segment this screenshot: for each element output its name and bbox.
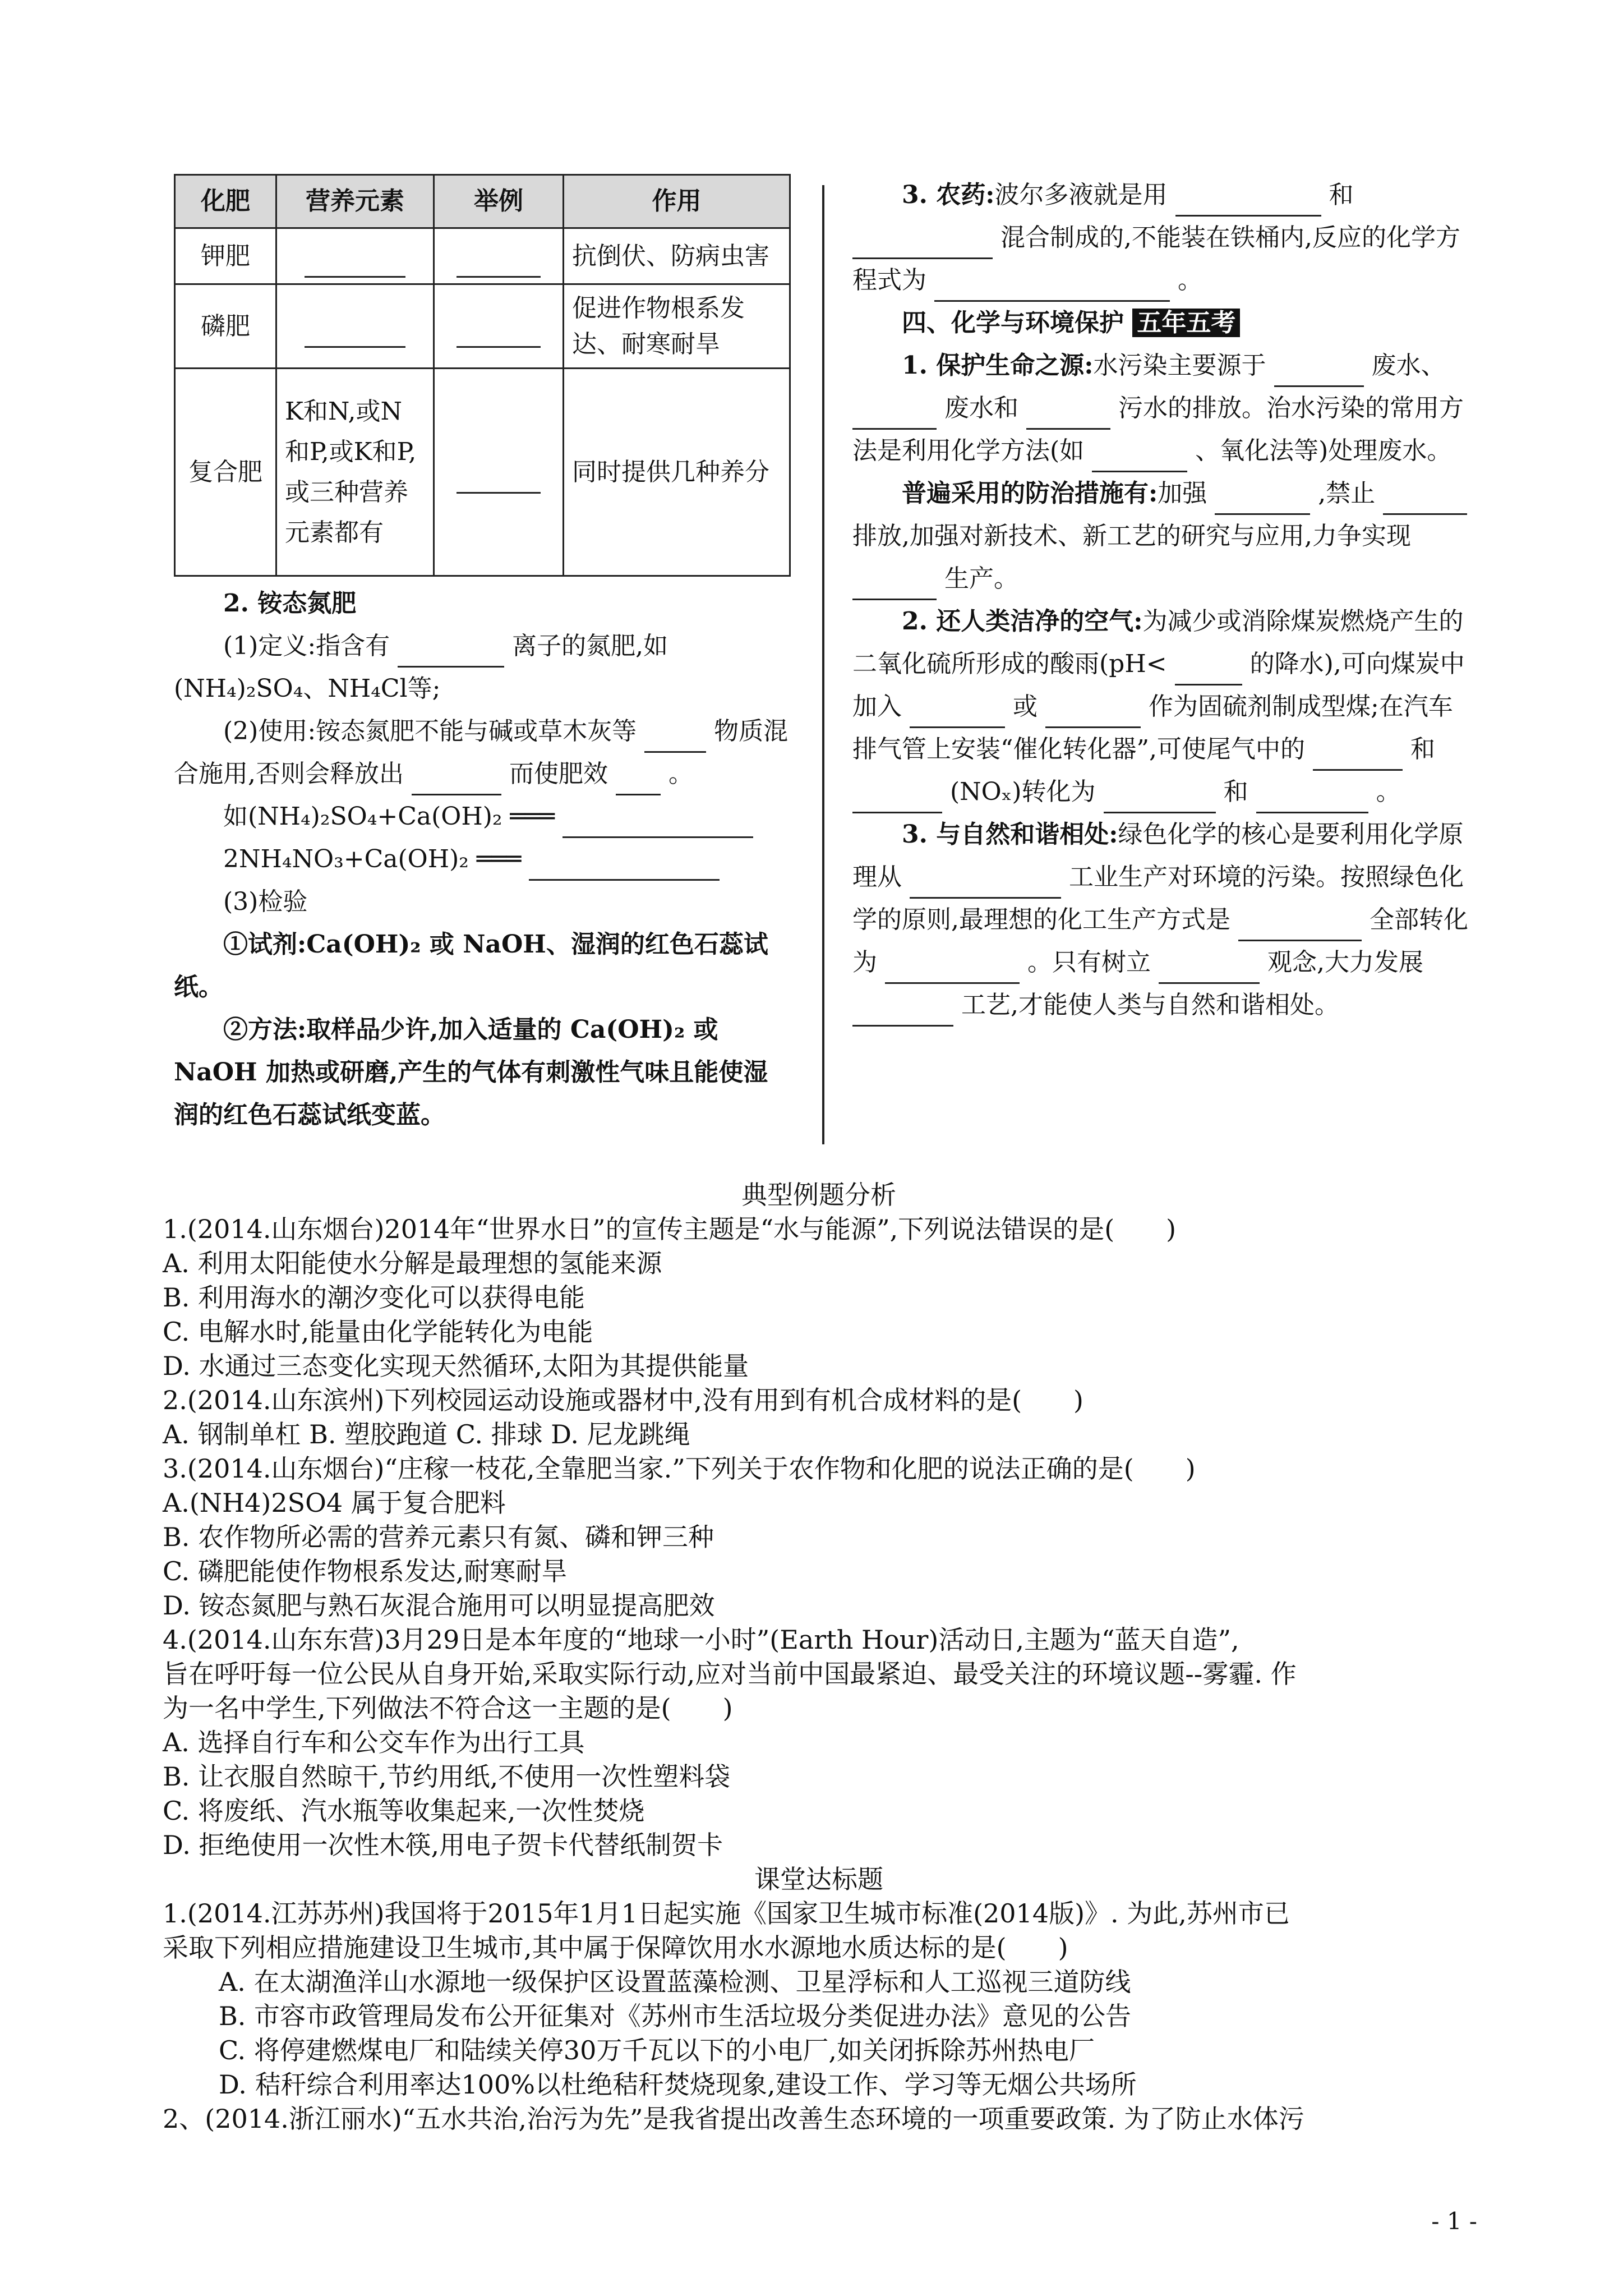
fill-blank [910,702,1005,728]
item-label: 2. 还人类洁净的空气: [902,607,1143,636]
list-item: A.(NH4)2SO4 属于复合肥料 [163,1488,506,1518]
list-item: C. 电解水时,能量由化学能转化为电能 [163,1317,593,1347]
table-cell: 抗倒伏、防病虫害 [564,228,790,284]
fill-blank [457,251,541,278]
fill-blank [1104,787,1216,813]
text-fragment: 全部转化为 [852,905,1468,977]
table-cell: 复合肥 [175,369,276,576]
reagent-text: ①试剂:Ca(OH)₂ 或 NaOH、湿润的红色石蕊试纸。 [174,930,768,1001]
fill-blank [1092,446,1187,472]
table-cell [276,284,434,369]
text-fragment: 而使肥效 [509,760,608,788]
measures-text [852,472,1475,600]
definition-text [174,625,791,710]
text-fragment: 。 [1376,777,1401,806]
item-label: 普遍采用的防治措施有: [902,479,1158,508]
page-number: - 1 - [1431,2207,1477,2235]
list-item: D. 拒绝使用一次性木筷,用电子贺卡代替纸制贺卡 [163,1830,723,1860]
air-text [852,600,1475,813]
item-label: 3. 与自然和谐相处: [902,820,1118,849]
list-item: C. 将废纸、汽水瓶等收集起来,一次性焚烧 [163,1796,645,1826]
text-fragment: (NOₓ)转化为 [950,777,1096,806]
list-item: B. 利用海水的潮汐变化可以获得电能 [163,1282,585,1313]
list-item: 采取下列相应措施建设卫生城市,其中属于保障饮用水水源地水质达标的是( ) [163,1932,1068,1963]
fill-blank [1313,744,1403,771]
text-fragment: 为减少或消除煤炭燃烧产生的二氧化硫所形成的酸雨(pH< [852,607,1464,678]
table-cell [276,228,434,284]
list-item: A. 利用太阳能使水分解是最理想的氢能来源 [163,1248,662,1278]
text-fragment: 。 [668,760,693,788]
fill-blank [1026,403,1110,430]
fill-blank [852,787,942,813]
fill-blank [934,275,1170,302]
list-item: C. 磷肥能使作物根系发达,耐寒耐旱 [163,1556,568,1586]
list-item: A. 钢制单杠 B. 塑胶跑道 C. 排球 D. 尼龙跳绳 [163,1419,690,1450]
fill-blank [885,958,1020,984]
fill-blank [852,1000,953,1027]
table-cell: 同时提供几种养分 [564,369,790,576]
text-fragment: 。 [1178,266,1202,295]
exercise-list [163,1897,1475,2136]
text-fragment: 观念,大力发展 [1267,948,1423,977]
table-row [175,228,790,284]
text-fragment: 绿色化学的核心是要利用化学原理从 [852,820,1464,891]
fill-blank [1238,915,1362,941]
table-cell [434,284,564,369]
text-fragment: 污水的排放。治水污染的常用方法是利用化学方法(如 [852,394,1464,465]
equation-text: 如(NH₄)₂SO₄+Ca(OH)₂ ═══ [223,802,555,831]
fill-blank [529,854,720,881]
questions-section [163,1178,1475,2136]
fill-blank [910,872,1061,899]
example-list [163,1212,1475,1862]
text-fragment: 或 [1013,692,1038,721]
table-cell [434,228,564,284]
fill-blank [1045,702,1141,728]
text-fragment: 混合制成的,不能装在铁桶内,反应的化学方程式为 [852,223,1460,295]
list-item: A. 在太湖渔洋山水源地一级保护区设置蓝藻检测、卫星浮标和人工巡视三道防线 [219,1967,1131,1997]
check-heading: (3)检验 [223,887,308,916]
list-item: C. 将停建燃煤电厂和陆续关停30万千瓦以下的小电厂,如关闭拆除苏州热电厂 [219,2035,1095,2065]
list-item: 3.(2014.山东烟台)“庄稼一枝花,全靠肥当家.”下列关于农作物和化肥的说法正确的是( ) [163,1453,1196,1484]
fill-blank [1274,361,1364,387]
fill-blank [562,812,753,838]
item-label: 3. 农药: [902,181,995,209]
text-fragment: 离子的氮肥,如(NH₄)₂SO₄、NH₄Cl等; [174,632,668,703]
table-header-row [175,175,790,228]
text-fragment: 和 [1223,777,1248,806]
fill-blank [1175,190,1321,217]
text-fragment: 作为固硫剂制成型煤;在汽车排气管上安装“催化转化器”,可使尾气中的 [852,692,1453,763]
text-fragment: 废水和 [944,394,1018,422]
list-item: 1.(2014.山东烟台)2014年“世界水日”的宣传主题是“水与能源”,下列说法错误的是( ) [163,1214,1177,1244]
table-header: 举例 [434,175,564,228]
list-item: 为一名中学生,下列做法不符合这一主题的是( ) [163,1693,733,1723]
fill-blank [305,251,405,278]
list-item: 旨在呼吁每一位公民从自身开始,采取实际行动,应对当前中国最紧迫、最受关注的环境议题--雾霾. 作 [163,1659,1297,1689]
text-fragment: 废水、 [1371,351,1446,380]
fill-blank [305,321,405,348]
water-text [852,344,1475,472]
fill-blank [457,321,541,348]
table-header: 化肥 [175,175,276,228]
section-title: 课堂达标题 [754,1864,883,1894]
list-item: A. 选择自行车和公交车作为出行工具 [163,1727,585,1757]
right-column [852,174,1475,1027]
fill-blank [852,574,937,600]
list-item: 2.(2014.山东滨州)下列校园运动设施或器材中,没有用到有机合成材料的是( ) [163,1385,1083,1415]
table-row [175,284,790,369]
column-divider [822,185,824,1144]
table-cell [434,369,564,576]
fill-blank [1159,958,1260,984]
left-column [174,174,791,1137]
fill-blank [1383,489,1467,515]
fill-blank [1215,489,1310,515]
text-fragment: 生产。 [944,564,1018,593]
table-cell: K和N,或N和P,或K和P,或三种营养元素都有 [276,369,434,576]
fill-blank [1175,659,1242,685]
text-fragment: ,禁止 [1318,479,1376,508]
fill-blank [644,726,706,753]
text-fragment: (1)定义:指含有 [223,632,390,660]
nature-text [852,813,1475,1027]
equation-text: 2NH₄NO₃+Ca(OH)₂ ═══ [223,845,522,873]
text-fragment: 工业生产对环境的污染。按照绿色化学的原则,最理想的化工生产方式是 [852,863,1464,934]
table-cell: 促进作物根系发达、耐寒耐旱 [564,284,790,369]
text-fragment: 水污染主要源于 [1093,351,1266,380]
text-fragment: 、氧化法等)处理废水。 [1195,436,1452,465]
section-title: 四、化学与环境保护 [902,309,1124,337]
list-item: B. 农作物所必需的营养元素只有氮、磷和钾三种 [163,1522,714,1552]
text-fragment: 的降水),可向煤炭中加入 [852,650,1465,721]
fill-blank [398,641,504,668]
fill-blank [412,769,501,795]
text-fragment: 和 [1329,181,1354,209]
list-item: 2、(2014.浙江丽水)“五水共治,治污为先”是我省提出改善生态环境的一项重要政策. 为了防止水体污 [163,2104,1304,2134]
text-fragment: 排放,加强对新技术、新工艺的研究与应用,力争实现 [852,522,1411,550]
table-cell: 钾肥 [175,228,276,284]
fill-blank [852,403,937,430]
fill-blank [852,233,993,259]
list-item: 1.(2014.江苏苏州)我国将于2015年1月1日起实施《国家卫生城市标准(2014版)》. 为此,苏州市已 [163,1898,1290,1929]
ammonium-heading: 2. 铵态氮肥 [223,589,357,618]
equation-2 [174,838,791,881]
text-fragment: 工艺,才能使人类与自然和谐相处。 [961,991,1339,1019]
section-4-heading [852,302,1475,344]
fertilizer-table [174,174,791,577]
table-header: 营养元素 [276,175,434,228]
exam-tag: 五年五考 [1132,309,1240,337]
list-item: D. 水通过三态变化实现天然循环,太阳为其提供能量 [163,1351,749,1381]
list-item: B. 市容市政管理局发布公开征集对《苏州市生活垃圾分类促进办法》意见的公告 [219,2001,1132,2031]
text-fragment: (2)使用:铵态氮肥不能与碱或草木灰等 [223,717,637,746]
fill-blank [457,467,541,494]
text-fragment: 。只有树立 [1027,948,1151,977]
list-item: B. 让衣服自然晾干,节约用纸,不使用一次性塑料袋 [163,1761,731,1792]
section-title: 典型例题分析 [741,1180,896,1210]
fill-blank [616,769,661,795]
text-fragment: 加强 [1158,479,1207,508]
list-item: 4.(2014.山东东营)3月29日是本年度的“地球一小时”(Earth Hour)活动日,主题为“蓝天自造”, [163,1625,1239,1655]
table-row [175,369,790,576]
pesticide-text [852,174,1475,302]
text-fragment: 波尔多液就是用 [994,181,1168,209]
list-item: D. 秸秆综合利用率达100%以杜绝秸秆焚烧现象,建设工作、学习等无烟公共场所 [219,2069,1137,2100]
table-header: 作用 [564,175,790,228]
list-item: D. 铵态氮肥与熟石灰混合施用可以明显提高肥效 [163,1590,715,1621]
method-text: ②方法:取样品少许,加入适量的 Ca(OH)₂ 或 NaOH 加热或研磨,产生的气体有刺激性气味且能使湿润的红色石蕊试纸变蓝。 [174,1015,768,1129]
text-fragment: 物质混合施用,否则会释放出 [174,717,789,788]
equation-1 [174,795,791,838]
text-fragment: 和 [1410,735,1435,763]
usage-text [174,710,791,795]
item-label: 1. 保护生命之源: [902,351,1094,380]
fill-blank [1256,787,1368,813]
table-cell: 磷肥 [175,284,276,369]
